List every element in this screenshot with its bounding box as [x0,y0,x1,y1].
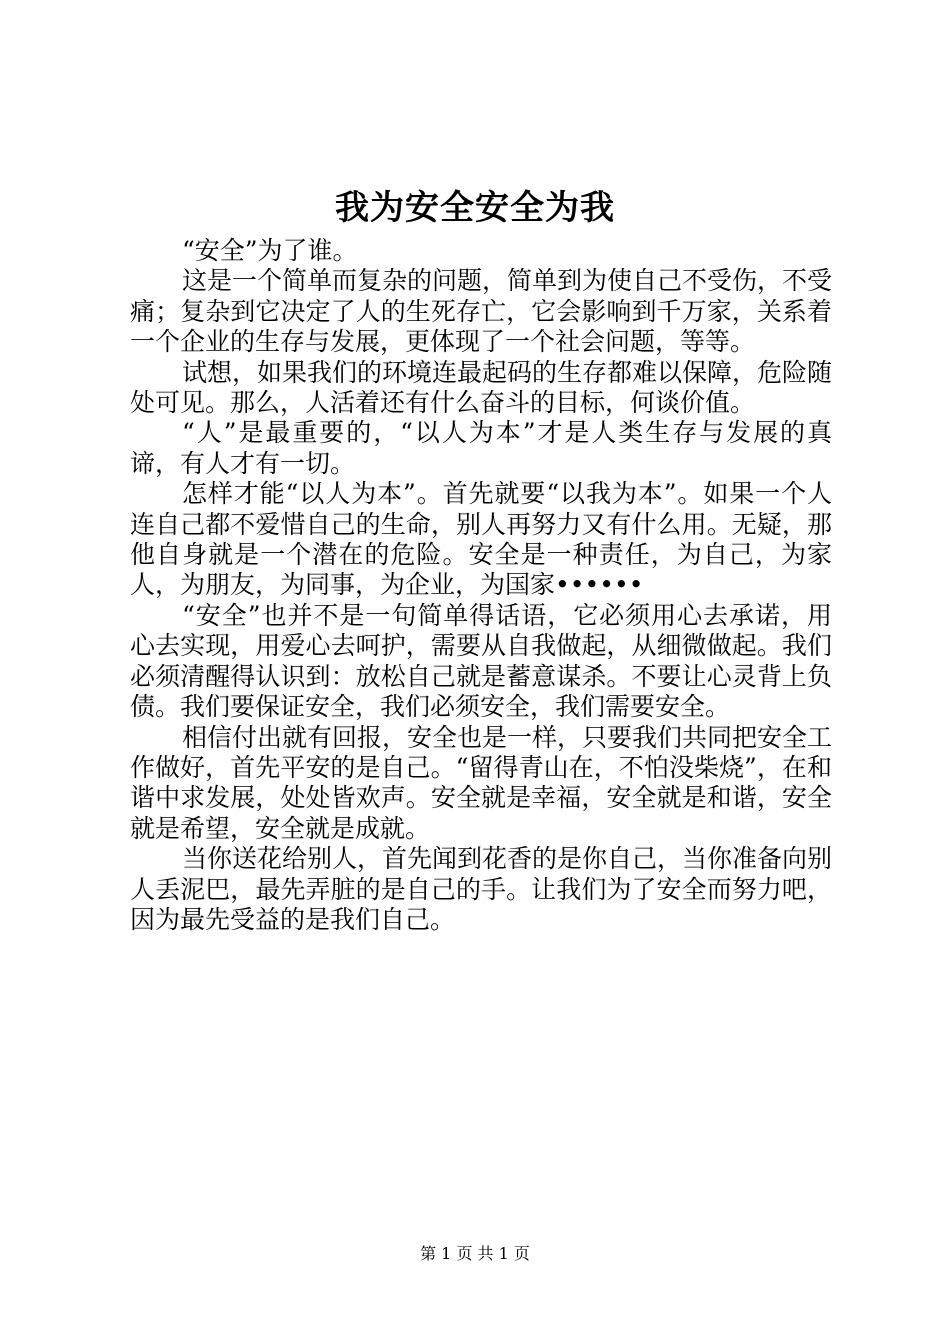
paragraph: 怎样才能“以人为本”。首先就要“以我为本”。如果一个人连自己都不爱惜自己的生命，别人再努力又有什么用。无疑，那他自身就是一个潜在的危险。安全是一种责任，为自己，为家人，为朋友，为同事，为企业，为国家•••••• [130,479,832,600]
paragraph: 相信付出就有回报，安全也是一样，只要我们共同把安全工作做好，首先平安的是自己。“留得青山在，不怕没柴烧”，在和谐中求发展，处处皆欢声。安全就是幸福，安全就是和谐，安全就是希望，安全就是成就。 [130,722,833,843]
document-body [130,236,832,935]
document-title: 我为安全安全为我 [335,188,615,228]
paragraph: “安全”为了谁。 [182,236,358,265]
paragraph: “安全”也并不是一句简单得话语，它必须用心去承诺，用心去实现，用爱心去呵护，需要从自我做起，从细微做起。我们必须清醒得认识到：放松自己就是蓄意谋杀。不要让心灵背上负债。我们要保证安全，我们必须安全，我们需要安全。 [130,600,832,722]
paragraph: 这是一个简单而复杂的问题，简单到为使自己不受伤，不受痛；复杂到它决定了人的生死存亡，它会影响到千万家，关系着一个企业的生存与发展，更体现了一个社会问题，等等。 [130,266,833,357]
paragraph: 当你送花给别人，首先闻到花香的是你自己，当你准备向别人丢泥巴，最先弄脏的是自己的手。让我们为了安全而努力吧，因为最先受益的是我们自己。 [130,844,833,934]
paragraph: “人”是最重要的，“以人为本”才是人类生存与发展的真谛，有人才有一切。 [130,418,832,478]
paragraph: 试想，如果我们的环境连最起码的生存都难以保障，危险随处可见。那么，人活着还有什么奋斗的目标，何谈价值。 [130,357,833,418]
page-footer: 第 1 页 共 1 页 [420,1244,530,1263]
